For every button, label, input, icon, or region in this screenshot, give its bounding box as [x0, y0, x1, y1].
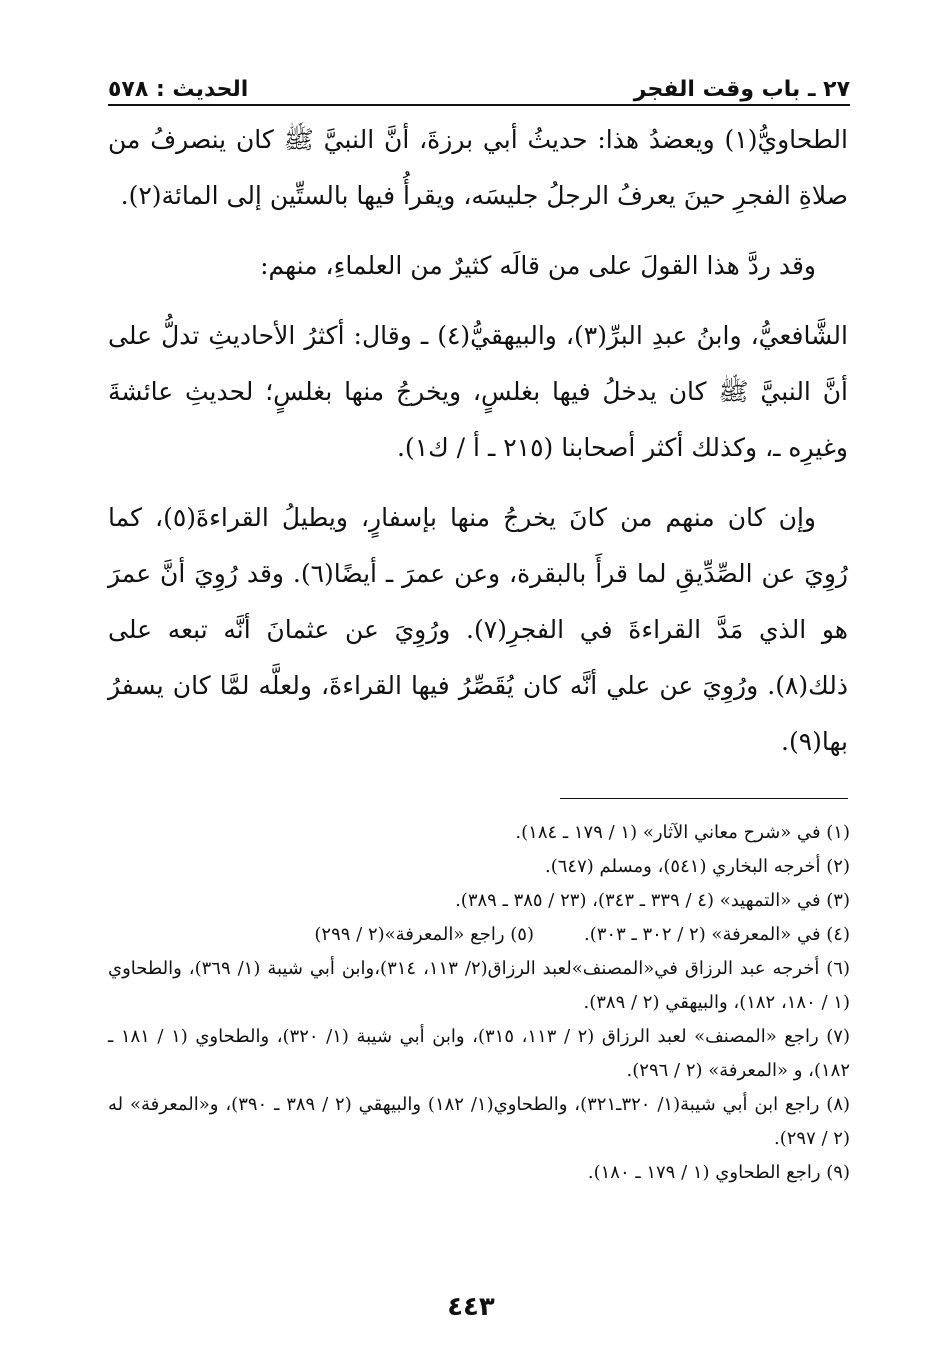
footnote-2: (٢) أخرجه البخاري (٥٤١)، ومسلم (٦٤٧).	[545, 856, 850, 877]
paragraph-3: الشَّافعيُّ، وابنُ عبدِ البرِّ(٣)، والبيهقيُّ(٤) ـ وقال: أكثرُ الأحاديثِ تدلُّ على أنَّ النبيَّ ﷺ كان يدخلُ فيها بغلسٍ، ويخرجُ منها بغلسٍ؛ لحديثِ عائشةَ وغيرِه ـ، وكذلك أكثر أصحابنا (٢١٥ ـ أ / ك١).	[108, 321, 848, 462]
footnotes	[108, 816, 850, 1190]
footnote-8: (٨) راجع ابن أبي شيبة(١/ ٣٢٠ـ٣٢١)، والطحاوي(١/ ١٨٢) والبيهقي (٢ / ٣٨٩ ـ ٣٩٠)، و«المعرفة» له (٢ / ٢٩٧).	[108, 1094, 851, 1149]
footnote-7: (٧) راجع «المصنف» لعبد الرزاق (٢ / ١١٣، ٣١٥)، وابن أبي شيبة (١/ ٣٢٠)، والطحاوي (١ / ١٨١ ـ ١٨٢)، و «المعرفة» (٢ / ٢٩٦).	[108, 1026, 850, 1081]
footnote-5: (٥) راجع «المعرفة»(٢ / ٢٩٩)	[314, 924, 534, 945]
footnote-9: (٩) راجع الطحاوي (١ / ١٧٩ ـ ١٨٠).	[587, 1162, 850, 1183]
paragraph-1: الطحاويُّ(١) ويعضدُ هذا: حديثُ أبي برزةَ، أنَّ النبيَّ ﷺ كان ينصرفُ من صلاةِ الفجرِ حينَ يعرفُ الرجلُ جليسَه، ويقرأُ فيها بالستِّين إلى المائة(٢).	[108, 125, 848, 210]
header-divider	[108, 104, 850, 106]
chapter-title: ٢٧ ـ باب وقت الفجر	[633, 77, 850, 102]
footnote-4: (٤) في «المعرفة» (٢ / ٣٠٢ ـ ٣٠٣).	[584, 924, 850, 945]
hadith-number: الحديث : ٥٧٨	[108, 77, 249, 102]
running-header	[108, 62, 850, 102]
paragraph-4: وإن كان منهم من كانَ يخرجُ منها بإسفارٍ، ويطيلُ القراءةَ(٥)، كما رُوِيَ عن الصِّدِّيقِ لما قرأَ بالبقرة، وعن عمرَ ـ أيضًا(٦). وقد رُوِيَ أنَّ عمرَ هو الذي مَدَّ القراءةَ في الفجرِ(٧). ورُوِيَ عن عثمانَ أنَّه تبعه على ذلك(٨). ورُوِيَ عن علي أنَّه كان يُقَصِّرُ فيها القراءةَ، ولعلَّه لمَّا كان يسفرُ بها(٩).	[108, 503, 848, 756]
page-number: ٤٤٣	[447, 1292, 495, 1322]
footnote-1: (١) في «شرح معاني الآثار» (١ / ١٧٩ ـ ١٨٤).	[515, 822, 850, 843]
paragraph-2: وقد ردَّ هذا القولَ على من قالَه كثيرٌ من العلماءِ، منهم:	[260, 251, 816, 280]
footnote-6: (٦) أخرجه عبد الرزاق في«المصنف»لعبد الرزاق(٢/ ١١٣، ٣١٤)،وابن أبي شيبة (١/ ٣٦٩)، والطحاوي (١ / ١٨٠، ١٨٢)، والبيهقي (٢ / ٣٨٩).	[108, 958, 850, 1013]
footnote-divider	[560, 798, 848, 799]
main-text	[108, 112, 848, 770]
footnote-3: (٣) في «التمهيد» (٤ / ٣٣٩ ـ ٣٤٣)، (٢٣ / ٣٨٥ ـ ٣٨٩).	[455, 890, 850, 911]
footnote-row-4-5	[108, 918, 850, 952]
